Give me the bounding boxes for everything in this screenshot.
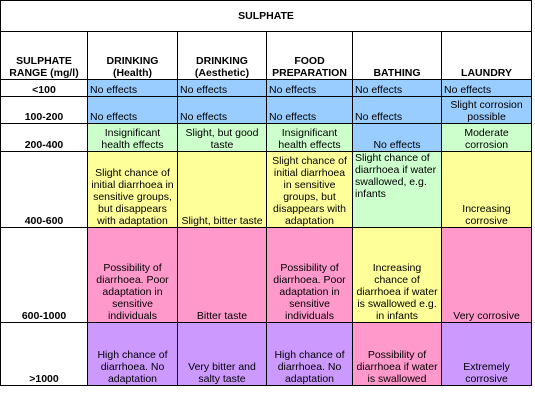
cell-laundry: Increasing corrosive — [442, 152, 532, 228]
cell-food-preparation: High chance of diarrhoea. No adaptation — [267, 323, 353, 386]
range-label: >1000 — [1, 323, 88, 386]
table-row — [1, 97, 532, 124]
header-drinking-health: DRINKING (Health) — [88, 32, 178, 80]
range-label: 200-400 — [1, 124, 88, 152]
cell-food-preparation: Insignificant health effects — [267, 124, 353, 152]
cell-drinking-aesthetic: Slight, but good taste — [178, 124, 267, 152]
cell-bathing: Increasing chance of diarrhoea if water is swallowed e.g. in infants — [353, 228, 442, 323]
cell-drinking-health: Slight chance of initial diarrhoea in sensitive groups, but disappears with adaptation — [88, 152, 178, 228]
header-range: SULPHATE RANGE (mg/l) — [1, 32, 88, 80]
cell-drinking-aesthetic: Slight, bitter taste — [178, 152, 267, 228]
cell-food-preparation: Slight chance of initial diarrhoea in sensitive groups, but disappears with adaptation — [267, 152, 353, 228]
cell-laundry: Slight corrosion possible — [442, 97, 532, 124]
table-row — [1, 228, 532, 323]
cell-food-preparation: Possibility of diarrhoea. Poor adaptation in sensitive individuals — [267, 228, 353, 323]
range-label: 600-1000 — [1, 228, 88, 323]
cell-food-preparation: No effects — [267, 80, 353, 97]
header-bathing: BATHING — [353, 32, 442, 80]
cell-food-preparation: No effects — [267, 97, 353, 124]
range-label: 400-600 — [1, 152, 88, 228]
cell-drinking-health: No effects — [88, 97, 178, 124]
range-label: <100 — [1, 80, 88, 97]
cell-drinking-health: Insignificant health effects — [88, 124, 178, 152]
header-laundry: LAUNDRY — [442, 32, 532, 80]
range-label: 100-200 — [1, 97, 88, 124]
table-row — [1, 124, 532, 152]
cell-bathing: Slight chance of diarrhoea if water swallowed, e.g. infants — [353, 152, 442, 228]
table-row — [1, 323, 532, 386]
cell-drinking-health: High chance of diarrhoea. No adaptation — [88, 323, 178, 386]
table-row — [1, 152, 532, 228]
table-row — [1, 80, 532, 97]
cell-laundry: Extremely corrosive — [442, 323, 532, 386]
cell-bathing: No effects — [353, 124, 442, 152]
header-food-preparation: FOOD PREPARATION — [267, 32, 353, 80]
cell-laundry: Very corrosive — [442, 228, 532, 323]
cell-drinking-health: Possibility of diarrhoea. Poor adaptation in sensitive individuals — [88, 228, 178, 323]
cell-bathing: No effects — [353, 80, 442, 97]
header-drinking-aesthetic: DRINKING (Aesthetic) — [178, 32, 267, 80]
cell-bathing: No effects — [353, 97, 442, 124]
cell-bathing: Possibility of diarrhoea if water is swallowed — [353, 323, 442, 386]
cell-laundry: No effects — [442, 80, 532, 97]
cell-drinking-aesthetic: No effects — [178, 97, 267, 124]
cell-drinking-health: No effects — [88, 80, 178, 97]
cell-drinking-aesthetic: Bitter taste — [178, 228, 267, 323]
table-title: SULPHATE — [1, 1, 532, 32]
cell-drinking-aesthetic: Very bitter and salty taste — [178, 323, 267, 386]
header-row — [1, 32, 532, 80]
cell-laundry: Moderate corrosion — [442, 124, 532, 152]
cell-drinking-aesthetic: No effects — [178, 80, 267, 97]
